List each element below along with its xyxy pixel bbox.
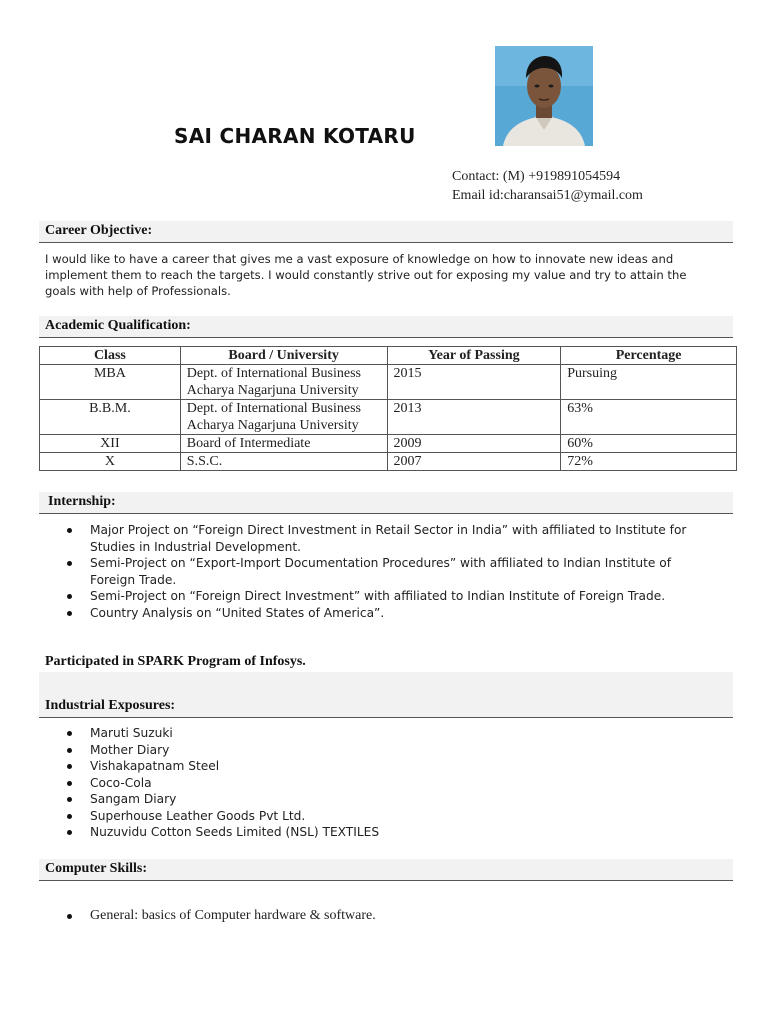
table-row: [40, 365, 737, 400]
list-item-line: Studies in Industrial Development.: [90, 539, 302, 554]
list-item-text: Nuzuvidu Cotton Seeds Limited (NSL) TEXTILES: [90, 825, 380, 839]
cell-percentage: 72%: [561, 453, 737, 471]
table-row: [40, 453, 737, 471]
cell-board-line: Dept. of International Business: [186, 366, 361, 381]
contact-phone: Contact: (M) +919891054594: [452, 169, 621, 184]
bullet-icon: [67, 764, 72, 769]
career-objective-line: implement them to reach the targets. I would constantly strive out for exposing my value and try to attain the: [45, 268, 687, 282]
cell-board-line: S.S.C.: [186, 454, 223, 469]
contact-email: Email id:charansai51@ymail.com: [452, 188, 643, 203]
list-item: [67, 742, 727, 759]
academic-table: [39, 346, 737, 471]
cell-class: XII: [40, 435, 181, 453]
list-item: [67, 588, 727, 605]
bullet-icon: [67, 830, 72, 835]
cell-board-line: Board of Intermediate: [186, 436, 311, 451]
bullet-icon: [67, 611, 72, 616]
cell-board: [180, 365, 387, 400]
list-item-line: Major Project on “Foreign Direct Investment in Retail Sector in India” with affiliated to Institute for: [90, 523, 687, 537]
list-item-line: Foreign Trade.: [90, 572, 177, 587]
column-header-year: Year of Passing: [387, 347, 561, 365]
cell-percentage: 63%: [561, 400, 737, 435]
bullet-icon: [67, 528, 72, 533]
list-item: [67, 725, 727, 742]
bullet-icon: [67, 914, 72, 919]
list-item: [67, 808, 727, 825]
cell-year: 2013: [387, 400, 561, 435]
cell-percentage: Pursuing: [561, 365, 737, 400]
list-item-text: General: basics of Computer hardware & software.: [90, 908, 376, 923]
industrial-exposures-list: [67, 725, 727, 841]
cell-year: 2009: [387, 435, 561, 453]
list-item-line: Country Analysis on “United States of America”.: [90, 605, 385, 620]
profile-photo: [495, 46, 593, 146]
career-objective-line: goals with help of Professionals.: [45, 284, 231, 298]
internship-list: [67, 522, 727, 621]
list-item: [67, 605, 727, 622]
profile-photo-image: [495, 46, 593, 146]
industrial-exposures-heading: Industrial Exposures:: [39, 672, 733, 718]
cell-board: [180, 435, 387, 453]
list-item-text: Vishakapatnam Steel: [90, 759, 220, 773]
internship-heading: Internship:: [39, 492, 733, 514]
cell-board-line: Acharya Nagarjuna University: [186, 418, 359, 433]
bullet-icon: [67, 781, 72, 786]
list-item: [67, 522, 727, 555]
list-item: [67, 775, 727, 792]
bullet-icon: [67, 561, 72, 566]
cell-class: B.B.M.: [40, 400, 181, 435]
bullet-icon: [67, 748, 72, 753]
bullet-icon: [67, 814, 72, 819]
list-item-text: Maruti Suzuki: [90, 726, 173, 740]
bullet-icon: [67, 731, 72, 736]
academic-qualification-heading: Academic Qualification:: [39, 316, 733, 338]
computer-skills-heading: Computer Skills:: [39, 859, 733, 881]
career-objective-line: I would like to have a career that gives me a vast exposure of knowledge on how to innovate new ideas and: [45, 252, 674, 266]
cell-year: 2015: [387, 365, 561, 400]
table-row: [40, 435, 737, 453]
cell-board-line: Acharya Nagarjuna University: [186, 383, 359, 398]
column-header-class: Class: [40, 347, 181, 365]
list-item-text: Superhouse Leather Goods Pvt Ltd.: [90, 808, 306, 823]
spark-participation: Participated in SPARK Program of Infosys.: [45, 654, 306, 669]
cell-percentage: 60%: [561, 435, 737, 453]
column-header-board: Board / University: [180, 347, 387, 365]
cell-board: [180, 453, 387, 471]
list-item: [67, 791, 727, 808]
bullet-icon: [67, 797, 72, 802]
table-header-row: [40, 347, 737, 365]
cell-class: X: [40, 453, 181, 471]
list-item-text: Mother Diary: [90, 742, 170, 757]
cell-board-line: Dept. of International Business: [186, 401, 361, 416]
computer-skills-list: [67, 908, 727, 925]
list-item-line: Semi-Project on “Foreign Direct Investment” with affiliated to Indian Institute of Foreign Trade.: [90, 589, 666, 603]
list-item-line: Semi-Project on “Export-Import Documentation Procedures” with affiliated to Indian Institute of: [90, 556, 672, 570]
table-row: [40, 400, 737, 435]
list-item: [67, 555, 727, 588]
list-item: [67, 824, 727, 841]
cell-year: 2007: [387, 453, 561, 471]
cell-class: MBA: [40, 365, 181, 400]
candidate-name: SAI CHARAN KOTARU: [174, 124, 416, 148]
list-item-text: Sangam Diary: [90, 792, 177, 806]
list-item-text: Coco-Cola: [90, 775, 152, 790]
career-objective-heading: Career Objective:: [39, 221, 733, 243]
career-objective-text: [45, 251, 730, 299]
bullet-icon: [67, 594, 72, 599]
list-item: [67, 908, 727, 925]
list-item: [67, 758, 727, 775]
column-header-percentage: Percentage: [561, 347, 737, 365]
cell-board: [180, 400, 387, 435]
